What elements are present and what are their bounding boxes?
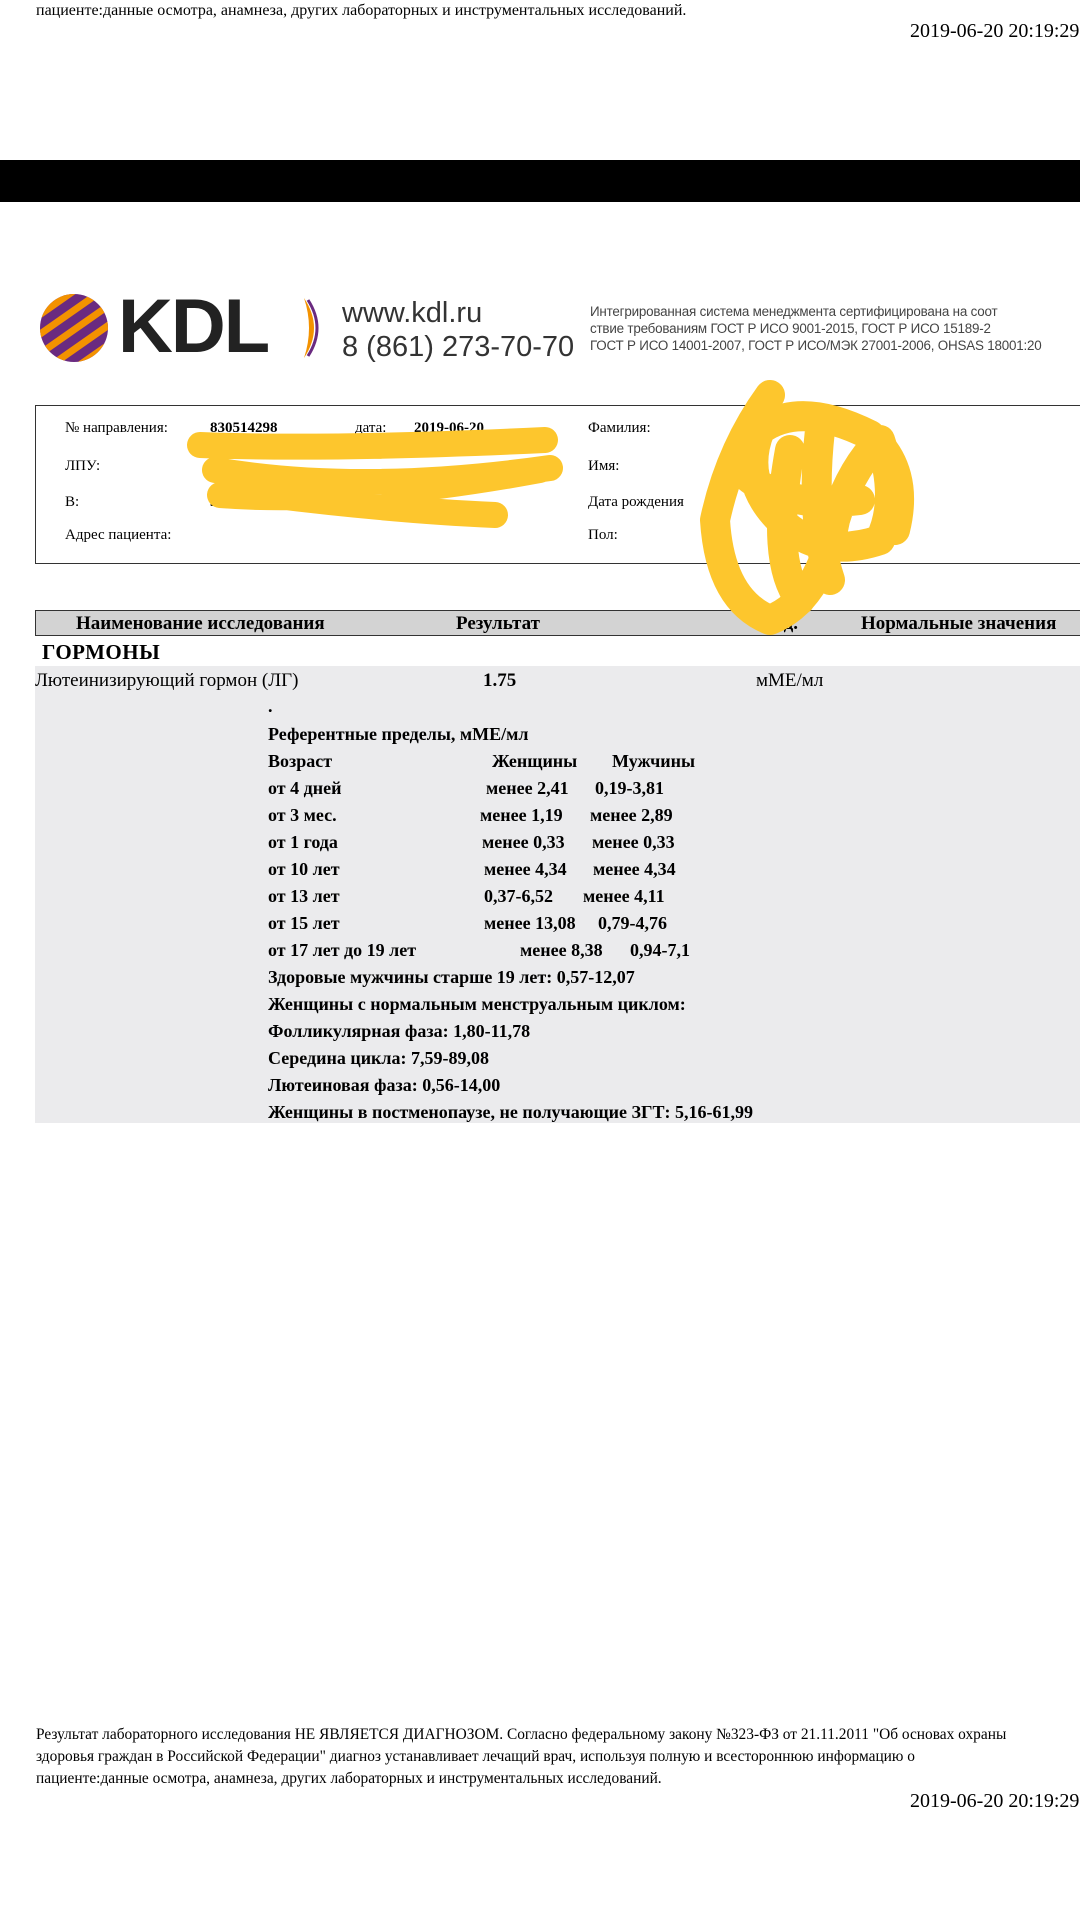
reference-note: Здоровые мужчины старше 19 лет: 0,57-12,07 [268,967,635,987]
reference-women: менее 13,08 [484,913,576,933]
direction-value: 830514298 [210,420,278,436]
reference-men: менее 4,34 [593,859,676,879]
lpu-label: ЛПУ: [65,458,101,474]
reference-age: от 1 года [268,832,338,852]
disclaimer-line: здоровья граждан в Российской Федерации" диагноз устанавливает лечащий врач, используя полную и всестороннюю информацию о [36,1748,915,1765]
cert-line: ствие требованиям ГОСТ Р ИСО 9001-2015, ГОСТ Р ИСО 15189-2 [590,321,991,336]
reference-header-age: Возраст [268,751,333,771]
reference-age: от 17 лет до 19 лет [268,940,417,960]
reference-women: менее 0,33 [482,832,565,852]
disclaimer-line: Результат лабораторного исследования НЕ ЯВЛЯЕТСЯ ДИАГНОЗОМ. Согласно федеральному закону №323-ФЗ от 21.11.2011 "Об основах охраны [36,1726,1007,1743]
comment-dot: . [268,696,273,716]
reference-women: менее 1,19 [480,805,563,825]
column-header-normal: Нормальные значения [861,613,1057,634]
page-separator-bar [0,160,1080,202]
reference-men: менее 2,89 [590,805,673,825]
cert-line: Интегрированная система менеджмента сертифицирована на соот [590,304,998,319]
reference-title: Референтные пределы, мМЕ/мл [268,724,529,744]
test-result: 1.75 [483,670,517,691]
cert-line: ГОСТ Р ИСО 14001-2007, ГОСТ Р ИСО/МЭК 27001-2006, OHSAS 18001:20 [590,338,1042,353]
surname-label: Фамилия: [588,420,651,436]
reference-note: Женщины с нормальным менструальным циклом: [268,994,686,1014]
column-header-name: Наименование исследования [76,613,325,634]
date-value: 2019-06-20 [414,420,484,436]
reference-age: от 13 лет [268,886,340,906]
result-block [35,666,1080,1123]
print-timestamp-bottom: 2019-06-20 20:19:29 [910,1790,1080,1812]
date-label: дата: [355,420,387,436]
reference-header-women: Женщины [492,751,578,771]
reference-header-men: Мужчины [612,751,696,771]
name-label: Имя: [588,458,620,474]
reference-age: от 10 лет [268,859,340,879]
kdl-logo-icon [38,292,110,364]
reference-age: от 15 лет [268,913,340,933]
reference-women: менее 4,34 [484,859,567,879]
disclaimer [36,1724,1080,1790]
test-unit: мМЕ/мл [756,670,824,691]
phone-number: 8 (861) 273-70-70 [342,331,575,363]
direction-label: № направления: [65,420,168,436]
column-header-unit: Ед. [771,613,799,634]
sex-label: Пол: [588,527,618,543]
birthdate-label: Дата рождения [588,494,684,510]
certification-note [590,303,1080,354]
reference-women: 0,37-6,52 [484,886,553,906]
v-value: 3000 [210,494,240,510]
reference-note: Женщины в постменопаузе, не получающие ЗГТ: 5,16-61,99 [268,1102,753,1122]
reference-note: Лютеиновая фаза: 0,56-14,00 [268,1075,501,1095]
reference-men: 0,79-4,76 [598,913,667,933]
v-label: В: [65,494,80,510]
reference-men: менее 0,33 [592,832,675,852]
reference-women: менее 8,38 [520,940,603,960]
reference-note: Фолликулярная фаза: 1,80-11,78 [268,1021,531,1041]
reference-men: 0,19-3,81 [595,778,664,798]
reference-note: Середина цикла: 7,59-89,08 [268,1048,490,1068]
reference-age: от 4 дней [268,778,342,798]
disclaimer-line: пациенте:данные осмотра, анамнеза, других лабораторных и инструментальных исследований. [36,1770,662,1787]
chevron-logo-icon [300,296,326,360]
print-timestamp-top: 2019-06-20 20:19:29 [910,20,1080,42]
previous-page-fragment: пациенте:данные осмотра, анамнеза, других лабораторных и инструментальных исследований. [36,2,687,19]
website: www.kdl.ru [342,297,483,329]
lpu-value: 8 [210,458,218,474]
test-name: Лютеинизирующий гормон (ЛГ) [35,670,299,691]
reference-men: менее 4,11 [583,886,665,906]
reference-women: менее 2,41 [486,778,569,798]
column-header-result: Результат [456,613,540,634]
reference-men: 0,94-7,1 [630,940,690,960]
reference-age: от 3 мес. [268,805,337,825]
table-header [35,610,1080,636]
section-title: ГОРМОНЫ [42,640,161,664]
address-label: Адрес пациента: [65,527,172,543]
patient-info-box [35,405,1080,564]
kdl-logo-text: KDL [118,284,269,369]
